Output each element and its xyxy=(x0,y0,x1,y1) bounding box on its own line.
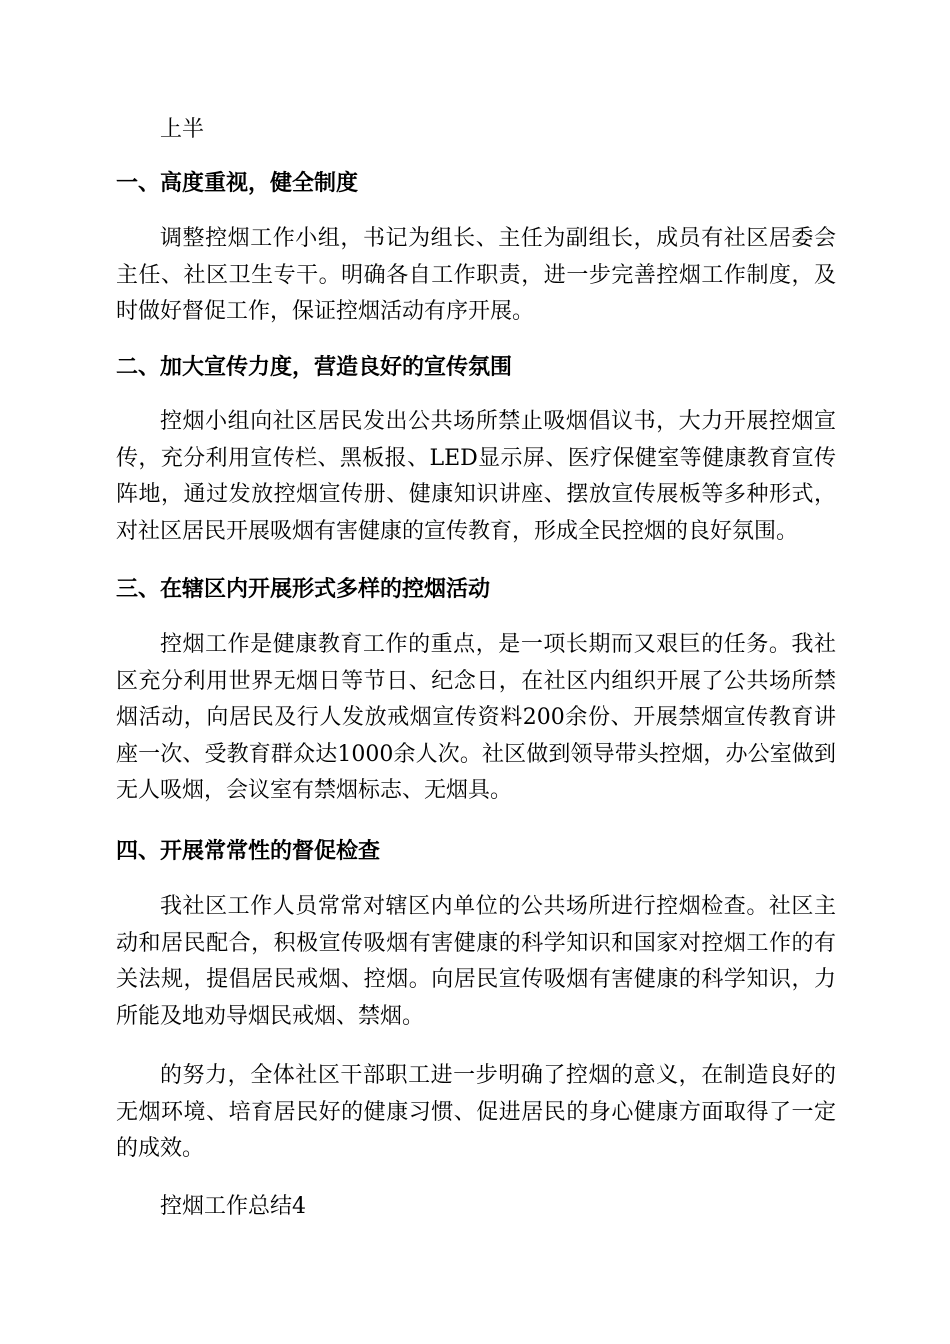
next-section-title: 控烟工作总结4 xyxy=(160,1194,306,1219)
section-heading-2: 二、加大宣传力度，营造良好的宣传氛围 xyxy=(116,355,513,380)
section-body-2: 控烟小组向社区居民发出公共场所禁止吸烟倡议书，大力开展控烟宣传，充分利用宣传栏、黑板报、LED显示屏、医疗保健室等健康教育宣传阵地，通过发放控烟宣传册、健康知识讲座、摆放宣传展板等多种形式，对社区居民开展吸烟有害健康的宣传教育，形成全民控烟的良好氛围。 xyxy=(116,409,836,544)
section-body-3: 控烟工作是健康教育工作的重点，是一项长期而又艰巨的任务。我社区充分利用世界无烟日等节日、纪念日，在社区内组织开展了公共场所禁烟活动，向居民及行人发放戒烟宣传资料200余份、开展禁烟宣传教育讲座一次、受教育群众达1000余人次。社区做到领导带头控烟，办公室做到无人吸烟，会议室有禁烟标志、无烟具。 xyxy=(116,632,836,803)
closing-paragraph: 的努力，全体社区干部职工进一步明确了控烟的意义，在制造良好的无烟环境、培育居民好的健康习惯、促进居民的身心健康方面取得了一定的成效。 xyxy=(116,1063,836,1161)
section-heading-4: 四、开展常常性的督促检查 xyxy=(116,839,381,864)
section-body-1: 调整控烟工作小组，书记为组长、主任为副组长，成员有社区居委会主任、社区卫生专干。明确各自工作职责，进一步完善控烟工作制度，及时做好督促工作，保证控烟活动有序开展。 xyxy=(116,226,836,324)
section-body-4: 我社区工作人员常常对辖区内单位的公共场所进行控烟检查。社区主动和居民配合，积极宣传吸烟有害健康的科学知识和国家对控烟工作的有关法规，提倡居民戒烟、控烟。向居民宣传吸烟有害健康的科学知识，力所能及地劝导烟民戒烟、禁烟。 xyxy=(116,894,836,1029)
intro-fragment: 上半 xyxy=(160,117,205,142)
section-heading-1: 一、高度重视，健全制度 xyxy=(116,171,359,196)
section-heading-3: 三、在辖区内开展形式多样的控烟活动 xyxy=(116,577,491,602)
